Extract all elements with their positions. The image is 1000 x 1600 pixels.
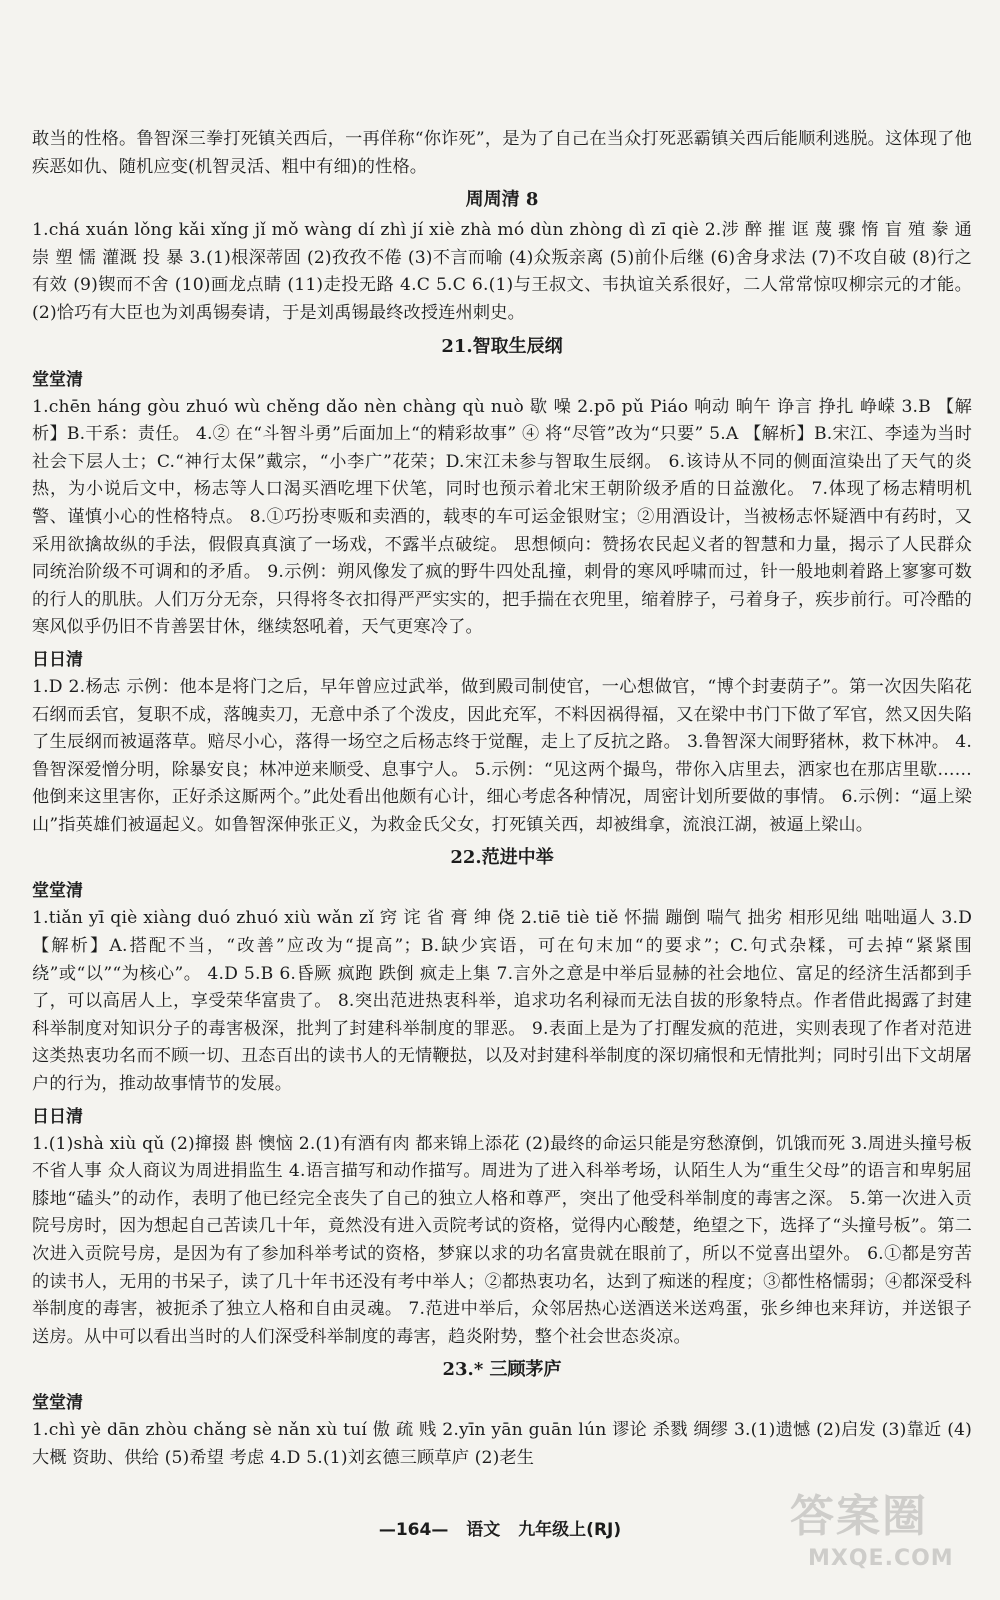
answer-paragraph: 敢当的性格。鲁智深三拳打死镇关西后，一再佯称“你诈死”，是为了自己在当众打死恶霸镇关西后能顺利逃脱。这体现了他疾恶如仇、随机应变(机智灵活、粗中有细)的性格。 — [32, 129, 972, 177]
answer-paragraph: 1.chì yè dān zhòu chǎng sè nǎn xù tuí 傲 疏 贱 2.yīn yān guān lún 谬论 杀戮 绸缪 3.(1)遗憾 (2)启发 (3)靠近 (4)大概 资助、供给 (5)希望 考虑 4.D 5.(1)刘玄德三顾草庐 (2)老生 — [32, 1420, 972, 1468]
watermark-text: 答案圈 — [790, 1491, 928, 1542]
answer-paragraph: 1.tiǎn yī qiè xiàng duó zhuó xiù wǎn zǐ 窍 诧 省 膏 绅 侥 2.tiē tiè tiě 怀揣 蹦倒 喘气 拙劣 相形见绌 咄咄逼人 3.D 【解析】A.搭配不当，“改善”应改为“提高”；B.缺少宾语，可在句末加“的要求”；C.句式杂糅，可去掉“紧紧围绕”或“以”“为核心”。 4.D 5.B 6.昏厥 疯跑 跌倒 疯走上集 7.言外之意是中举后显赫的社会地位、富足的经济生活都到手了，可以高居人上，享受荣华富贵了。 8.突出范进热衷科举，追求功名利禄而无法自拔的形象特点。作者借此揭露了封建科举制度对知识分子的毒害极深，批判了封建科举制度的罪恶。 9.表面上是为了打醒发疯的范进，实则表现了作者对范进这类热衷功名而不顾一切、丑态百出的读书人的无情鞭挞，以及对封建科举制度的深切痛恨和无情批判；同时引出下文胡屠户的行为，推动故事情节的发展。 — [32, 908, 972, 1095]
grade-label: 九年级上(RJ) — [518, 1520, 622, 1540]
subject-label: 语文 — [466, 1520, 501, 1540]
subsection-label: 堂堂清 — [32, 369, 83, 390]
answer-paragraph: 1.D 2.杨志 示例：他本是将门之后，早年曾应过武举，做到殿司制使官，一心想做官，“博个封妻荫子”。第一次因失陷花石纲而丢官，复职不成，落魄卖刀，无意中杀了个泼皮，因此充军，不料因祸得福，又在梁中书门下做了军官，然又因失陷了生辰纲而被逼落草。赔尽小心，落得一场空之后杨志终于觉醒，走上了反抗之路。 3.鲁智深大闹野猪林，救下林冲。 4.鲁智深爱憎分明，除暴安良；林冲逆来顺受、息事宁人。 5.示例：“见这两个撮鸟，带你入店里去，洒家也在那店里歇……他倒来这里害你，正好杀这厮两个。”此处看出他颇有心计，细心考虑各种情况，周密计划所要做的事情。 6.示例：“逼上梁山”指英雄们被逼起义。如鲁智深伸张正义，为救金氏父女，打死镇关西，却被缉拿，流浪江湖，被逼上梁山。 — [32, 676, 972, 835]
answer-paragraph: 1.chēn háng gòu zhuó wù chěng dǎo nèn chàng qù nuò 歇 噪 2.pō pǔ Piáo 响动 晌午 诤言 挣扎 峥嵘 3.B 【解析】B.干系：责任。 4.② 在“斗智斗勇”后面加上“的精彩故事” ④ 将“尽管”改为“只要” 5.A 【解析】B.宋江、李逵为当时社会下层人士；C.“神行太保”戴宗，“小李广”花荣；D.宋江未参与智取生辰纲。 6.该诗从不同的侧面渲染出了天气的炎热，为小说后文中，杨志等人口渴买酒吃埋下伏笔，同时也预示着北宋王朝阶级矛盾的日益激化。 7.体现了杨志精明机警、谨慎小心的性格特点。 8.①巧扮枣贩和卖酒的，载枣的车可运金银财宝；②用酒设计，当被杨志怀疑酒中有药时，又采用欲擒故纵的手法，假假真真演了一场戏，不露半点破绽。 思想倾向：赞扬农民起义者的智慧和力量，揭示了人民群众同统治阶级不可调和的矛盾。 9.示例：朔风像发了疯的野牛四处乱撞，刺骨的寒风呼啸而过，针一般地刺着路上寥寥可数的行人的肌肤。人们万分无奈，只得将冬衣扣得严严实实的，把手揣在衣兜里，缩着脖子，弓着身子，疾步前行。可冷酷的寒风似乎仍旧不肯善罢甘休，继续怒吼着，天气更寒冷了。 — [32, 396, 972, 638]
page-number: —164— — [378, 1520, 449, 1540]
section-title: 22.范进中举 — [450, 847, 554, 869]
subsection-label: 堂堂清 — [32, 881, 83, 902]
answer-paragraph: 1.(1)shà xiù qǔ (2)撺掇 斟 懊恼 2.(1)有酒有肉 都来锦上添花 (2)最终的命运只能是穷愁潦倒，饥饿而死 3.周进头撞号板不省人事 众人商议为周进捐监生 4.语言描写和动作描写。周进为了进入科举考场，认陌生人为“重生父母”的语言和卑躬屈膝地“磕头”的动作，表明了他已经完全丧失了自己的独立人格和尊严，突出了他受科举制度的毒害之深。 5.第一次进入贡院号房时，因为想起自己苦读几十年，竟然没有进入贡院考试的资格，觉得内心酸楚，绝望之下，选择了“头撞号板”。第二次进入贡院号房，是因为有了参加科举考试的资格，梦寐以求的功名富贵就在眼前了，所以不觉喜出望外。 6.①都是穷苦的读书人，无用的书呆子，读了几十年书还没有考中举人；②都热衷功名，达到了痴迷的程度；③都性格懦弱；④都深受科举制度的毒害，被扼杀了独立人格和自由灵魂。 7.范进中举后，众邻居热心送酒送米送鸡蛋，张乡绅也来拜访，并送银子送房。从中可以看出当时的人们深受科举制度的毒害，趋炎附势，整个社会世态炎凉。 — [32, 1133, 972, 1347]
subsection-label: 堂堂清 — [32, 1393, 83, 1414]
answer-paragraph: 1.chá xuán lǒng kǎi xǐng jǐ mǒ wàng dí zhì jí xiè zhà mó dùn zhòng dì zī qiè 2.涉 醉 摧 诓 蔑 骤 惰 盲 殖 豢 通 崇 塑 懦 灌溉 投 暴 3.(1)根深蒂固 (2)孜孜不倦 (3)不言而喻 (4)众叛亲离 (5)前仆后继 (6)舍身求法 (7)不攻自破 (8)行之有效 (9)锲而不舍 (10)画龙点睛 (11)走投无路 4.C 5.C 6.(1)与王叔文、韦执谊关系很好，二人常常惊叹柳宗元的才能。 (2)恰巧有大臣也为刘禹锡奏请，于是刘禹锡最终改授连州刺史。 — [32, 220, 972, 323]
section-title: 21.智取生辰纲 — [441, 335, 563, 357]
watermark-logo — [790, 1480, 980, 1590]
watermark-url: MXQE.COM — [808, 1546, 954, 1571]
section-title: 周周清 8 — [465, 189, 539, 211]
subsection-label: 日日清 — [32, 1106, 83, 1127]
subsection-label: 日日清 — [32, 649, 83, 670]
section-title: 23.* 三顾茅庐 — [442, 1359, 562, 1381]
page-content — [32, 126, 972, 1473]
